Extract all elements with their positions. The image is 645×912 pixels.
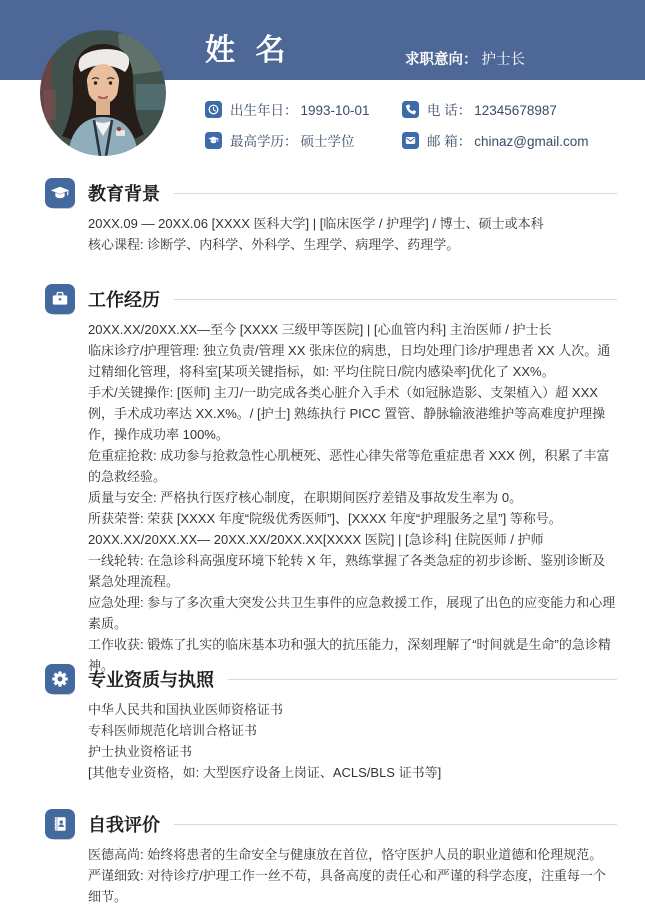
section-header bbox=[45, 664, 617, 694]
work-entry-bullet: 一线轮转: 在急诊科高强度环境下轮转 X 年，熟练掌握了各类急症的初步诊断、鉴别诊断及紧急处理流程。 bbox=[88, 553, 606, 589]
graduation-cap-icon bbox=[45, 178, 75, 208]
contact-label: 出生年日： bbox=[230, 103, 298, 118]
contact-phone bbox=[402, 100, 625, 118]
section-divider bbox=[174, 824, 617, 825]
gear-icon bbox=[45, 664, 75, 694]
phone-icon bbox=[402, 101, 419, 118]
education-line: 核心课程: 诊断学、内科学、外科学、生理学、病理学、药理学。 bbox=[88, 237, 460, 252]
credential-line: [其他专业资格，如: 大型医疗设备上岗证、ACLS/BLS 证书等] bbox=[88, 765, 442, 780]
contact-value: 12345678987 bbox=[474, 103, 557, 118]
contact-email bbox=[402, 131, 625, 149]
briefcase-icon bbox=[45, 284, 75, 314]
section-self-evaluation bbox=[45, 809, 617, 907]
job-intent-value: 护士长 bbox=[481, 52, 525, 68]
contact-label: 最高学历： bbox=[230, 134, 298, 149]
section-title: 自我评价 bbox=[88, 815, 160, 835]
contact-birthdate bbox=[205, 100, 402, 118]
contact-value: 1993-10-01 bbox=[300, 103, 370, 118]
work-entry-heading: 20XX.XX/20XX.XX—至今 [XXXX 三级甲等医院] | [心血管内科] 主治医师 / 护士长 bbox=[88, 322, 552, 337]
work-entry-bullet: 手术/关键操作: [医师] 主刀/一助完成各类心脏介入手术（如冠脉造影、支架植入）超 XXX 例，手术成功率达 XX.X%。/ [护士] 熟练执行 PICC 置管、静脉输液港维护等高难度护理操作，操作成功率 100%。 bbox=[88, 385, 606, 442]
work-entry-bullet: 工作收获: 锻炼了扎实的临床基本功和强大的抗压能力，深刻理解了“时间就是生命”的急诊精神。 bbox=[88, 637, 611, 673]
work-entry-bullet: 所获荣誉: 荣获 [XXXX 年度“院级优秀医师”]、[XXXX 年度“护理服务之星”] 等称号。 bbox=[88, 511, 562, 526]
section-header bbox=[45, 809, 617, 839]
work-entry-bullet: 危重症抢救: 成功参与抢救急性心肌梗死、恶性心律失常等危重症患者 XXX 例，积累了丰富的急救经验。 bbox=[88, 448, 610, 484]
section-body bbox=[88, 213, 618, 255]
envelope-icon bbox=[402, 132, 419, 149]
credential-line: 中华人民共和国执业医师资格证书 bbox=[88, 702, 284, 717]
section-divider bbox=[174, 193, 617, 194]
section-header bbox=[45, 284, 617, 314]
work-entry-heading: 20XX.XX/20XX.XX— 20XX.XX/20XX.XX[XXXX 医院] | [急诊科] 住院医师 / 护师 bbox=[88, 532, 544, 547]
self-evaluation-line: 严谨细致: 对待诊疗/护理工作一丝不苟，具备高度的责任心和严谨的科学态度，注重每一个细节。 bbox=[88, 868, 606, 904]
job-intent-label: 求职意向： bbox=[405, 52, 478, 68]
self-evaluation-line: 医德高尚: 始终将患者的生命安全与健康放在首位，恪守医护人员的职业道德和伦理规范。 bbox=[88, 847, 603, 862]
contact-text bbox=[427, 99, 557, 119]
avatar bbox=[40, 30, 166, 156]
section-body bbox=[88, 319, 618, 676]
clock-icon bbox=[205, 101, 222, 118]
section-title: 专业资质与执照 bbox=[88, 670, 214, 690]
candidate-name: 姓 名 bbox=[205, 34, 292, 67]
notebook-person-icon bbox=[45, 809, 75, 839]
credential-line: 护士执业资格证书 bbox=[88, 744, 193, 759]
contact-label: 邮 箱： bbox=[427, 134, 472, 149]
section-credentials bbox=[45, 664, 617, 783]
section-divider bbox=[228, 679, 617, 680]
section-title: 教育背景 bbox=[88, 184, 160, 204]
contact-text bbox=[427, 130, 589, 150]
contact-value: chinaz@gmail.com bbox=[474, 134, 589, 149]
section-body bbox=[88, 699, 618, 783]
contact-degree bbox=[205, 131, 402, 149]
contact-info bbox=[205, 100, 625, 149]
section-education bbox=[45, 178, 617, 255]
job-intent bbox=[405, 52, 525, 69]
education-line: 20XX.09 — 20XX.06 [XXXX 医科大学] | [临床医学 / 护理学] / 博士、硕士或本科 bbox=[88, 216, 544, 231]
credential-line: 专科医师规范化培训合格证书 bbox=[88, 723, 258, 738]
nurse-portrait-illustration bbox=[40, 30, 166, 156]
section-divider bbox=[174, 299, 617, 300]
contact-text bbox=[230, 130, 355, 150]
work-entry-bullet: 临床诊疗/护理管理: 独立负责/管理 XX 张床位的病患，日均处理门诊/护理患者 XX 人次。通过精细化管理，将科室[某项关键指标，如: 平均住院日/院内感染率]优化了 XX%。 bbox=[88, 343, 611, 379]
section-work-experience bbox=[45, 284, 617, 676]
section-body bbox=[88, 844, 618, 907]
section-header bbox=[45, 178, 617, 208]
graduation-cap-icon bbox=[205, 132, 222, 149]
work-entry-bullet: 应急处理: 参与了多次重大突发公共卫生事件的应急救援工作，展现了出色的应变能力和心理素质。 bbox=[88, 595, 616, 631]
work-entry-bullet: 质量与安全: 严格执行医疗核心制度，在职期间医疗差错及事故发生率为 0。 bbox=[88, 490, 523, 505]
contact-label: 电 话： bbox=[427, 103, 472, 118]
contact-value: 硕士学位 bbox=[300, 134, 355, 149]
contact-text bbox=[230, 99, 370, 119]
section-title: 工作经历 bbox=[88, 290, 160, 310]
